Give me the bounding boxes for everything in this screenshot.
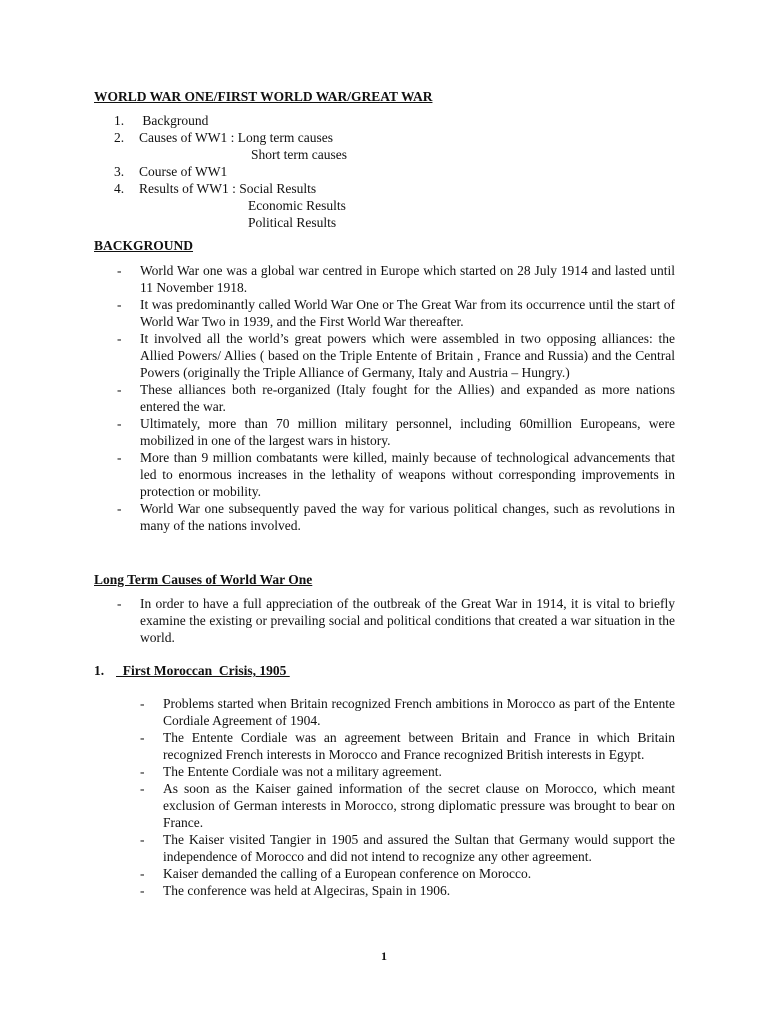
list-item — [117, 449, 675, 500]
list-item-text: It involved all the world’s great powers which were assembled in two opposing alliances: the Allied Powers/ Allies ( based on the Triple Entente of Britain , France and Russia) and the Central Powers (originally the Triple Alliance of Germany, Italy and Austria – Hungry.) — [140, 331, 675, 380]
list-item-text: World War one was a global war centred in Europe which started on 28 July 1914 and lasted until 11 November 1918. — [140, 263, 675, 295]
bullet-dash: - — [117, 331, 122, 346]
section-title: First Moroccan Crisis, 1905 — [116, 663, 290, 678]
bullet-dash: - — [117, 596, 122, 611]
toc-item — [114, 112, 514, 129]
toc-number: 4. — [114, 181, 125, 196]
list-item-text: Ultimately, more than 70 million military personnel, including 60million Europeans, were mobilized in one of the largest wars in history. — [140, 416, 675, 448]
toc-number: 2. — [114, 130, 125, 145]
toc-item — [114, 129, 514, 146]
moroccan-crisis-list — [140, 695, 675, 899]
bullet-dash: - — [140, 866, 145, 881]
list-item — [117, 262, 675, 296]
bullet-dash: - — [140, 781, 145, 796]
bullet-dash: - — [140, 730, 145, 745]
toc-text: Causes of WW1 : Long term causes — [139, 130, 333, 145]
list-item — [117, 415, 675, 449]
list-item — [140, 695, 675, 729]
list-item — [117, 381, 675, 415]
list-item-text: The Kaiser visited Tangier in 1905 and assured the Sultan that Germany would support the independence of Morocco and did not intend to recognize any other agreement. — [163, 832, 675, 864]
toc-text: Background — [139, 113, 209, 128]
page-number: 1 — [381, 949, 387, 963]
list-item-text: The Entente Cordiale was not a military agreement. — [163, 764, 442, 779]
toc-item — [114, 163, 514, 180]
list-item-text: Problems started when Britain recognized French ambitions in Morocco as part of the Entente Cordiale Agreement of 1904. — [163, 696, 675, 728]
toc-item — [114, 180, 514, 197]
bullet-dash: - — [117, 450, 122, 465]
bullet-dash: - — [140, 832, 145, 847]
list-item-text: In order to have a full appreciation of the outbreak of the Great War in 1914, it is vital to briefly examine the existing or prevailing social and political conditions that created a war situation in the world. — [140, 596, 675, 645]
background-list — [117, 262, 675, 534]
bullet-dash: - — [117, 297, 122, 312]
toc-text: Results of WW1 : Social Results — [139, 181, 317, 196]
bullet-dash: - — [140, 764, 145, 779]
toc-subitem: Political Results — [248, 215, 337, 230]
toc-subitem: Short term causes — [251, 147, 347, 162]
list-item — [140, 729, 675, 763]
list-item — [140, 780, 675, 831]
list-item — [140, 882, 675, 899]
list-item — [117, 330, 675, 381]
list-item — [140, 763, 675, 780]
bullet-dash: - — [117, 263, 122, 278]
bullet-dash: - — [117, 382, 122, 397]
document-title: WORLD WAR ONE/FIRST WORLD WAR/GREAT WAR — [94, 89, 433, 104]
toc-number: 3. — [114, 164, 125, 179]
moroccan-crisis-heading — [94, 662, 290, 679]
bullet-dash: - — [140, 883, 145, 898]
list-item-text: World War one subsequently paved the way for various political changes, such as revolutions in many of the nations involved. — [140, 501, 675, 533]
list-item-text: As soon as the Kaiser gained information of the secret clause on Morocco, which meant exclusion of German interests in Morocco, strong diplomatic pressure was brought to bear on France. — [163, 781, 675, 830]
long-term-list — [117, 595, 675, 646]
background-heading: BACKGROUND — [94, 238, 194, 253]
bullet-dash: - — [117, 416, 122, 431]
toc-subitem: Economic Results — [248, 198, 346, 213]
toc-text: Course of WW1 — [139, 164, 228, 179]
bullet-dash: - — [117, 501, 122, 516]
list-item-text: It was predominantly called World War One or The Great War from its occurrence until the start of World War Two in 1939, and the First World War thereafter. — [140, 297, 675, 329]
list-item-text: More than 9 million combatants were killed, mainly because of technological advancements that led to enormous increases in the lethality of weapons without corresponding improvements in protection or mobility. — [140, 450, 675, 499]
long-term-causes-heading: Long Term Causes of World War One — [94, 572, 313, 587]
list-item — [140, 865, 675, 882]
list-item — [140, 831, 675, 865]
bullet-dash: - — [140, 696, 145, 711]
list-item — [117, 595, 675, 646]
table-of-contents — [114, 112, 514, 231]
list-item-text: The conference was held at Algeciras, Spain in 1906. — [163, 883, 451, 898]
list-item — [117, 500, 675, 534]
section-number: 1. — [94, 663, 105, 678]
list-item — [117, 296, 675, 330]
list-item-text: These alliances both re-organized (Italy fought for the Allies) and expanded as more nations entered the war. — [140, 382, 675, 414]
list-item-text: Kaiser demanded the calling of a European conference on Morocco. — [163, 866, 532, 881]
list-item-text: The Entente Cordiale was an agreement between Britain and France in which Britain recognized French interests in Morocco and France recognized British interests in Egypt. — [163, 730, 675, 762]
toc-number: 1. — [114, 113, 125, 128]
